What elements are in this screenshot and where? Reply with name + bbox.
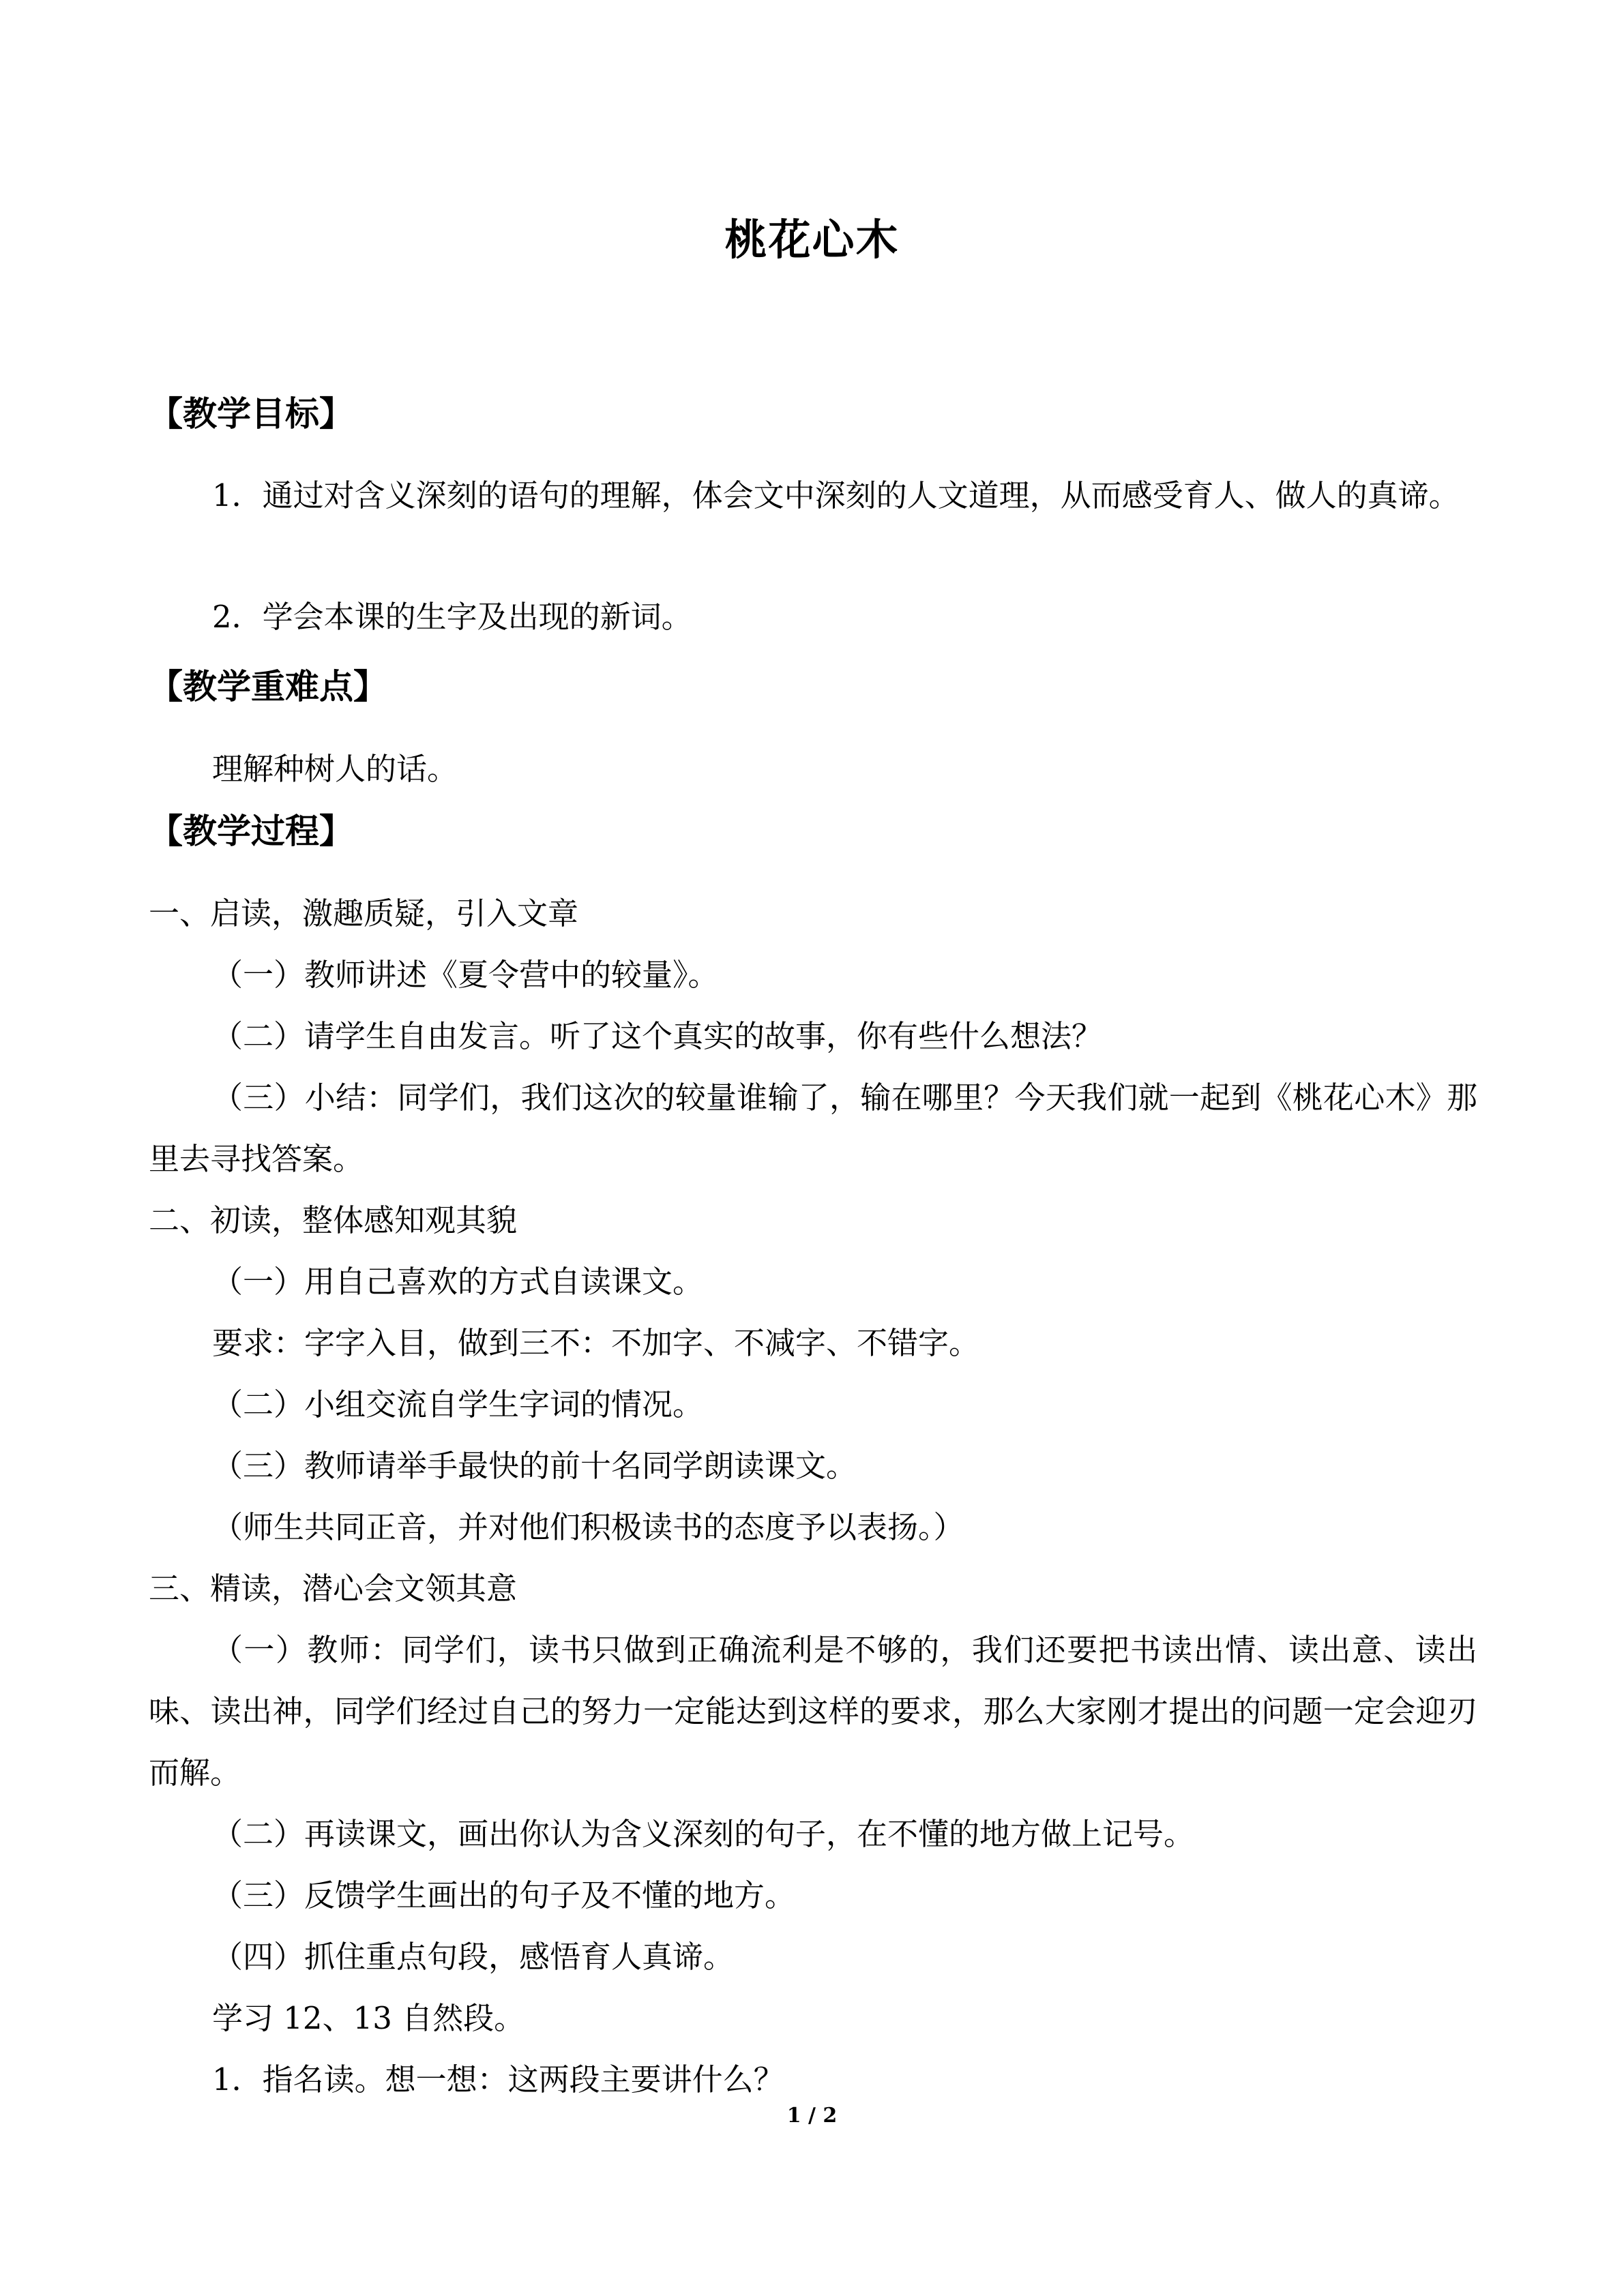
paragraph: （一）用自己喜欢的方式自读课文。 <box>212 1264 704 1300</box>
page-number: 1 / 2 <box>786 2104 838 2128</box>
document-title: 桃花心木 <box>724 215 900 265</box>
paragraph: 2．学会本课的生字及出现的新词。 <box>212 599 692 635</box>
paragraph: 学习 12、13 自然段。 <box>212 2000 525 2036</box>
paragraph: （一）教师：同学们，读书只做到正确流利是不够的，我们还要把书读出情、读出意、读出味、读出神，同学们经过自己的努力一定能达到这样的要求，那么大家刚才提出的问题一定会迎刃而解。 <box>149 1632 1477 1791</box>
paragraph: 1．通过对含义深刻的语句的理解，体会文中深刻的人文道理，从而感受育人、做人的真谛。 <box>212 477 1460 513</box>
paragraph: （三）小结：同学们，我们这次的较量谁输了，输在哪里？今天我们就一起到《桃花心木》那里去寻找答案。 <box>149 1079 1477 1177</box>
paragraph: （三）反馈学生画出的句子及不懂的地方。 <box>212 1877 796 1913</box>
paragraph: 一、启读，激趣质疑，引入文章 <box>149 895 579 931</box>
paragraph: 二、初读，整体感知观其貌 <box>149 1202 518 1238</box>
paragraph: 理解种树人的话。 <box>212 751 458 787</box>
paragraph: （二）再读课文，画出你认为含义深刻的句子，在不懂的地方做上记号。 <box>212 1816 1195 1852</box>
paragraph: （三）教师请举手最快的前十名同学朗读课文。 <box>212 1448 857 1484</box>
paragraph: （师生共同正音，并对他们积极读书的态度予以表扬。） <box>212 1509 964 1545</box>
section-heading-teaching-process: 【教学过程】 <box>149 811 353 851</box>
paragraph: 三、精读，潜心会文领其意 <box>149 1570 518 1607</box>
section-heading-teaching-goals: 【教学目标】 <box>149 394 353 434</box>
section-heading-key-points: 【教学重难点】 <box>149 667 387 706</box>
paragraph: （二）请学生自由发言。听了这个真实的故事，你有些什么想法？ <box>212 1018 1103 1054</box>
paragraph: （四）抓住重点句段，感悟育人真谛。 <box>212 1939 735 1975</box>
paragraph: （一）教师讲述《夏令营中的较量》。 <box>212 957 719 993</box>
paragraph: （二）小组交流自学生字词的情况。 <box>212 1386 704 1422</box>
paragraph: 1．指名读。想一想：这两段主要讲什么？ <box>212 2061 784 2098</box>
paragraph: 要求：字字入目，做到三不：不加字、不减字、不错字。 <box>212 1325 980 1361</box>
